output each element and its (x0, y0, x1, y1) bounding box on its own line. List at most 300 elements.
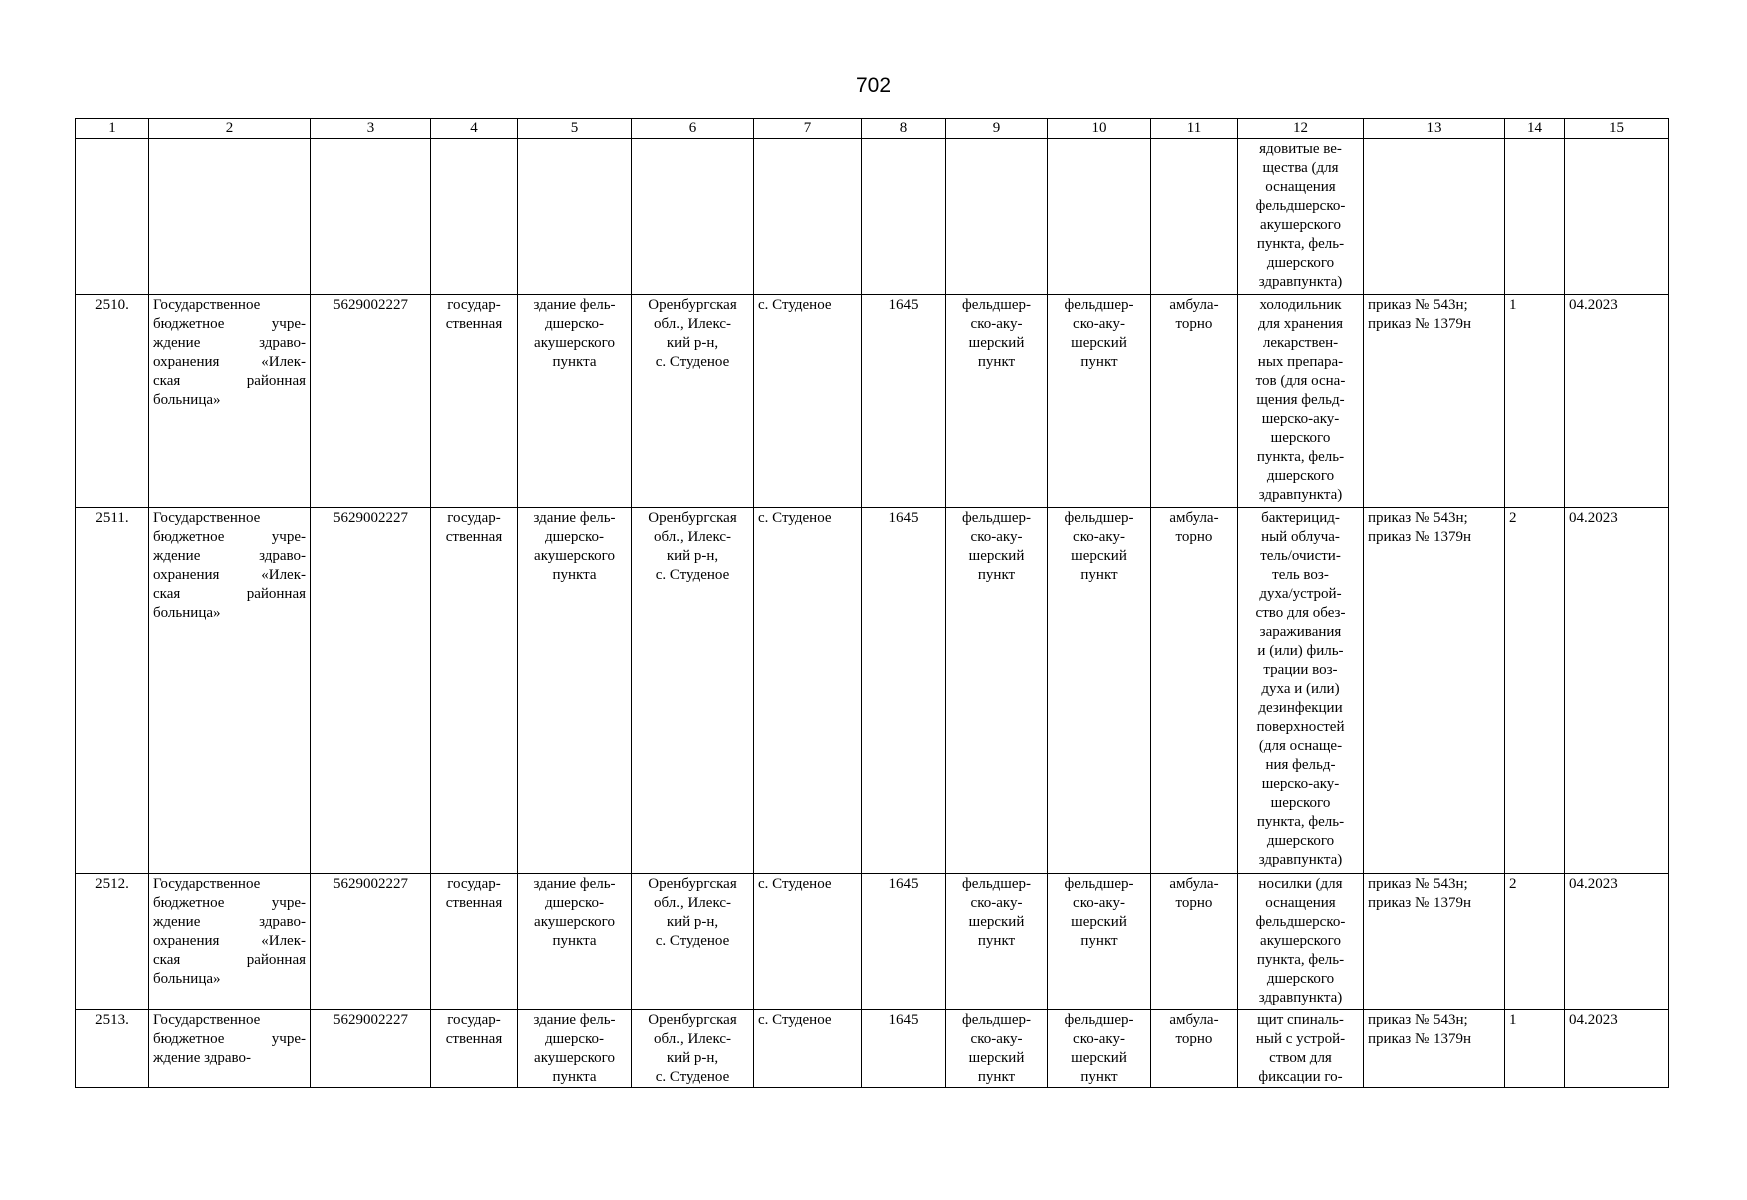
cell-text-line: торно (1175, 529, 1213, 545)
order-cell (1364, 1010, 1505, 1088)
column-number-row (76, 119, 1669, 139)
care-form-cell (1151, 508, 1238, 874)
cell-text-line: дшерского (1266, 971, 1335, 987)
cell-text-line: тель/очисти- (1260, 548, 1341, 564)
locality-cell (754, 139, 862, 295)
cell-text-line: акушерского (1260, 933, 1341, 949)
column-number-header: 8 (862, 119, 946, 139)
cell-text-line: государ- (447, 1012, 501, 1028)
cell-text: 5629002227 (333, 876, 408, 892)
cell-text-line (153, 932, 306, 951)
cell-text-line: шерский (968, 548, 1025, 564)
cell-text-line: дшерского (1266, 255, 1335, 271)
cell-text-line: государ- (447, 510, 501, 526)
cell-text-line: обл., Илекс- (653, 1031, 732, 1047)
unit-type-cell (946, 874, 1048, 1010)
cell-text-line: ско-аку- (970, 316, 1023, 332)
cell-text-line: духа/устрой- (1259, 586, 1342, 602)
cell-text-line (153, 585, 306, 604)
ownership-cell (431, 295, 518, 508)
cell-text-line: пункт (1080, 354, 1118, 370)
care-form-cell (1151, 874, 1238, 1010)
column-number-header: 6 (632, 119, 754, 139)
cell-text-line: приказ № 1379н (1368, 316, 1472, 332)
column-number-header: 12 (1238, 119, 1364, 139)
cell-text: 1645 (888, 1012, 919, 1028)
cell-text-line: акушерского (534, 1050, 615, 1066)
cell-text-line: ядовитые ве- (1259, 141, 1342, 157)
equipment-cell (1238, 295, 1364, 508)
cell-text-line: ством для (1269, 1050, 1332, 1066)
cell-text-line: лекарствен- (1262, 335, 1339, 351)
order-cell (1364, 874, 1505, 1010)
cell-text-line: кий р-н, (666, 548, 719, 564)
subunit-type-cell (1048, 874, 1151, 1010)
cell-text-line: пункта, фель- (1256, 236, 1345, 252)
cell-text-line: щения фельд- (1256, 392, 1345, 408)
word: учре- (271, 895, 306, 911)
word: ская (153, 586, 181, 602)
cell-text: 2 (1509, 876, 1517, 892)
cell-text-line: ственная (445, 895, 503, 911)
cell-text-line: амбула- (1169, 1012, 1219, 1028)
cell-text-line: ско-аку- (1073, 529, 1125, 545)
cell-text-line: ско-аку- (970, 1031, 1023, 1047)
page-number: 702 (855, 74, 892, 97)
cell-text-line: фельдшер- (961, 876, 1032, 892)
cell-text-line (153, 894, 306, 913)
cell-text-line: кий р-н, (666, 1050, 719, 1066)
cell-text-line: шерско-аку- (1261, 411, 1340, 427)
cell-text-line: холодильник (1259, 297, 1342, 313)
registry-body (76, 139, 1669, 1088)
column-number-header: 14 (1505, 119, 1565, 139)
word: районная (246, 586, 306, 602)
cell-text-line: приказ № 543н; (1368, 297, 1468, 313)
cell-text-line: ных препара- (1257, 354, 1344, 370)
cell-text: 2 (1509, 510, 1517, 526)
column-number-header: 1 (76, 119, 149, 139)
cell-text-line: обл., Илекс- (653, 529, 732, 545)
cell-text-line: шерского (1270, 430, 1331, 446)
building-cell (518, 139, 632, 295)
inn-cell (311, 874, 431, 1010)
locality-cell (754, 1010, 862, 1088)
word: бюджетное (153, 529, 225, 545)
cell-text-line: духа и (или) (1261, 681, 1340, 697)
column-number-header: 4 (431, 119, 518, 139)
locality-cell (754, 295, 862, 508)
cell-text-line: трации воз- (1263, 662, 1338, 678)
row-number-cell (76, 508, 149, 874)
word: ждение (153, 335, 201, 351)
table-row (76, 508, 1669, 874)
cell-text-line: шерско-аку- (1261, 776, 1340, 792)
cell-text-line: кий р-н, (666, 914, 719, 930)
word: здраво- (259, 914, 306, 930)
cell-text-line: поверхностей (1256, 719, 1345, 735)
cell-text-line: шерский (1071, 914, 1127, 930)
cell-text-line: пункт (977, 933, 1016, 949)
cell-text-line: ния фельд- (1265, 757, 1336, 773)
cell-text-line: дезинфекции (1258, 700, 1343, 716)
cell-text: 2510. (95, 297, 129, 313)
cell-text: с. Студеное (758, 1012, 832, 1028)
cell-text-line: фельдшер- (1064, 876, 1134, 892)
cell-text-line: ско-аку- (1073, 316, 1125, 332)
cell-text-line: Оренбургская (648, 297, 737, 313)
cell-text-line: пункта (552, 933, 597, 949)
cell-text: 1645 (888, 297, 919, 313)
cell-text-line: пункт (1080, 567, 1118, 583)
unit-type-cell (946, 508, 1048, 874)
column-number-header: 15 (1565, 119, 1669, 139)
inn-cell (311, 295, 431, 508)
column-number-header: 11 (1151, 119, 1238, 139)
cell-text-line: здравпункта) (1258, 487, 1343, 503)
unit-type-cell (946, 139, 1048, 295)
cell-text-line: бактерицид- (1261, 510, 1340, 526)
cell-text-line (153, 315, 306, 334)
word: учре- (271, 529, 306, 545)
cell-text-line: Государственное (153, 1012, 261, 1028)
cell-text-line: зараживания (1259, 624, 1342, 640)
cell-text-line: здание фель- (533, 1012, 616, 1028)
cell-text-line: здание фель- (533, 510, 616, 526)
cell-text: 5629002227 (333, 1012, 408, 1028)
quantity-cell (1505, 1010, 1565, 1088)
cell-text-line: фельдшерско- (1255, 198, 1346, 214)
cell-text-line: здание фель- (533, 876, 616, 892)
word: «Илек- (261, 933, 306, 949)
quantity-cell (1505, 508, 1565, 874)
ownership-cell (431, 1010, 518, 1088)
row-number-cell (76, 139, 149, 295)
cell-text: с. Студеное (758, 510, 832, 526)
cell-text-line (153, 528, 306, 547)
inn-cell (311, 508, 431, 874)
cell-text: 1 (1509, 297, 1517, 313)
care-form-cell (1151, 139, 1238, 295)
cell-text-line: торно (1175, 316, 1213, 332)
cell-text-line: дшерско- (544, 529, 605, 545)
cell-text: 1645 (888, 876, 919, 892)
cell-text-line: торно (1175, 1031, 1213, 1047)
cell-text-line: пункт (977, 354, 1016, 370)
cell-text-line: акушерского (1260, 217, 1341, 233)
organization-cell (149, 295, 311, 508)
cell-text-line: Государственное (153, 297, 261, 313)
locality-cell (754, 874, 862, 1010)
cell-text-line: пункта (552, 567, 597, 583)
cell-text-line: и (или) филь- (1257, 643, 1344, 659)
cell-text-line: фельдшер- (1064, 510, 1134, 526)
code-cell (862, 139, 946, 295)
building-cell (518, 508, 632, 874)
organization-cell (149, 1010, 311, 1088)
cell-text-line: пункт (977, 567, 1016, 583)
building-cell (518, 1010, 632, 1088)
ownership-cell (431, 874, 518, 1010)
column-number-header: 10 (1048, 119, 1151, 139)
cell-text-line: пункта (552, 1069, 597, 1085)
cell-text-line: амбула- (1169, 297, 1219, 313)
cell-text: 04.2023 (1569, 876, 1618, 892)
cell-text-line: ждение здраво- (153, 1050, 252, 1066)
cell-text-line: шерский (968, 335, 1025, 351)
cell-text-line: фельдшер- (1064, 1012, 1134, 1028)
cell-text: 2512. (95, 876, 129, 892)
cell-text-line (153, 951, 306, 970)
word: здраво- (259, 548, 306, 564)
address-cell (632, 139, 754, 295)
cell-text-line: приказ № 1379н (1368, 895, 1472, 911)
cell-text-line: пункта, фель- (1256, 814, 1345, 830)
cell-text-line: амбула- (1169, 876, 1219, 892)
cell-text-line: Государственное (153, 510, 261, 526)
cell-text-line (153, 566, 306, 585)
cell-text-line: дшерско- (544, 316, 605, 332)
cell-text-line: здание фель- (533, 297, 616, 313)
cell-text-line: тель воз- (1272, 567, 1329, 583)
cell-text-line: обл., Илекс- (653, 316, 732, 332)
word: ская (153, 373, 181, 389)
word: бюджетное (153, 1031, 225, 1047)
word: охранения (153, 354, 220, 370)
cell-text-line (153, 547, 306, 566)
cell-text-line: больница» (153, 605, 221, 621)
cell-text-line: носилки (для (1258, 876, 1343, 892)
cell-text-line: акушерского (534, 914, 615, 930)
equipment-cell (1238, 874, 1364, 1010)
cell-text-line: государ- (447, 297, 501, 313)
cell-text-line: пункта (552, 354, 597, 370)
cell-text-line: (для оснаще- (1258, 738, 1343, 754)
organization-cell (149, 139, 311, 295)
cell-text-line: ный облуча- (1261, 529, 1340, 545)
cell-text-line: пункта, фель- (1256, 952, 1345, 968)
column-number-header: 3 (311, 119, 431, 139)
cell-text-line: щит спиналь- (1257, 1012, 1344, 1028)
cell-text-line: дшерско- (544, 895, 605, 911)
table-row (76, 874, 1669, 1010)
row-number-cell (76, 1010, 149, 1088)
ownership-cell (431, 508, 518, 874)
code-cell (862, 295, 946, 508)
care-form-cell (1151, 295, 1238, 508)
order-cell (1364, 508, 1505, 874)
cell-text-line: оснащения (1265, 895, 1336, 911)
cell-text-line: больница» (153, 392, 221, 408)
cell-text-line: амбула- (1169, 510, 1219, 526)
cell-text-line: шерский (1071, 335, 1127, 351)
subunit-type-cell (1048, 1010, 1151, 1088)
cell-text-line (153, 353, 306, 372)
cell-text-line (153, 1030, 306, 1049)
cell-text-line: ственная (445, 1031, 503, 1047)
cell-text-line: ный с устрой- (1255, 1031, 1346, 1047)
address-cell (632, 508, 754, 874)
cell-text-line (153, 372, 306, 391)
cell-text: 1 (1509, 1012, 1517, 1028)
cell-text-line: Оренбургская (648, 510, 737, 526)
cell-text-line: кий р-н, (666, 335, 719, 351)
order-cell (1364, 139, 1505, 295)
column-number-header: 2 (149, 119, 311, 139)
cell-text-line: с. Студеное (655, 1069, 730, 1085)
cell-text-line: оснащения (1265, 179, 1336, 195)
unit-type-cell (946, 1010, 1048, 1088)
cell-text: 1645 (888, 510, 919, 526)
registry-table (75, 118, 1669, 1088)
inn-cell (311, 139, 431, 295)
cell-text-line: с. Студеное (655, 354, 730, 370)
subunit-type-cell (1048, 508, 1151, 874)
cell-text-line: больница» (153, 971, 221, 987)
locality-cell (754, 508, 862, 874)
cell-text-line: пункт (977, 1069, 1016, 1085)
cell-text-line: приказ № 1379н (1368, 529, 1472, 545)
quantity-cell (1505, 874, 1565, 1010)
cell-text-line: приказ № 543н; (1368, 510, 1468, 526)
word: бюджетное (153, 895, 225, 911)
cell-text-line: пункт (1080, 933, 1118, 949)
column-number-header: 13 (1364, 119, 1505, 139)
cell-text-line: ственная (445, 529, 503, 545)
cell-text-line: акушерского (534, 548, 615, 564)
word: районная (246, 952, 306, 968)
cell-text: 2513. (95, 1012, 129, 1028)
cell-text: 5629002227 (333, 297, 408, 313)
cell-text-line: здравпункта) (1258, 852, 1343, 868)
cell-text-line: приказ № 543н; (1368, 876, 1468, 892)
cell-text: 04.2023 (1569, 1012, 1618, 1028)
cell-text-line: шерский (968, 1050, 1025, 1066)
cell-text-line: ско-аку- (970, 895, 1023, 911)
cell-text-line: ско-аку- (1073, 1031, 1125, 1047)
cell-text-line: дшерского (1266, 833, 1335, 849)
equipment-cell (1238, 508, 1364, 874)
cell-text-line: приказ № 543н; (1368, 1012, 1468, 1028)
cell-text-line: акушерского (534, 335, 615, 351)
cell-text-line: пункт (1080, 1069, 1118, 1085)
cell-text-line: с. Студеное (655, 567, 730, 583)
date-cell (1565, 139, 1669, 295)
column-number-header: 9 (946, 119, 1048, 139)
row-number-cell (76, 295, 149, 508)
cell-text-line: шерский (968, 914, 1025, 930)
date-cell (1565, 1010, 1669, 1088)
cell-text: 04.2023 (1569, 297, 1618, 313)
word: районная (246, 373, 306, 389)
word: «Илек- (261, 567, 306, 583)
row-number-cell (76, 874, 149, 1010)
cell-text-line: Оренбургская (648, 1012, 737, 1028)
cell-text-line: обл., Илекс- (653, 895, 732, 911)
cell-text-line: шерский (1071, 548, 1127, 564)
subunit-type-cell (1048, 295, 1151, 508)
word: ская (153, 952, 181, 968)
table-row (76, 139, 1669, 295)
cell-text-line: ство для обез- (1255, 605, 1346, 621)
address-cell (632, 1010, 754, 1088)
cell-text-line: ско-аку- (1073, 895, 1125, 911)
unit-type-cell (946, 295, 1048, 508)
word: учре- (271, 1031, 306, 1047)
date-cell (1565, 874, 1669, 1010)
date-cell (1565, 295, 1669, 508)
cell-text-line: фельдшер- (961, 510, 1032, 526)
cell-text-line: дшерско- (544, 1031, 605, 1047)
cell-text-line: щества (для (1262, 160, 1339, 176)
cell-text-line: здравпункта) (1258, 274, 1343, 290)
quantity-cell (1505, 139, 1565, 295)
cell-text-line (153, 334, 306, 353)
cell-text: с. Студеное (758, 297, 832, 313)
table-row (76, 1010, 1669, 1088)
cell-text-line: фельдшерско- (1255, 914, 1346, 930)
word: здраво- (259, 335, 306, 351)
cell-text-line: тов (для осна- (1255, 373, 1346, 389)
building-cell (518, 874, 632, 1010)
code-cell (862, 1010, 946, 1088)
subunit-type-cell (1048, 139, 1151, 295)
cell-text-line: фельдшер- (961, 297, 1032, 313)
cell-text-line: шерский (1071, 1050, 1127, 1066)
cell-text: 2511. (95, 510, 129, 526)
ownership-cell (431, 139, 518, 295)
cell-text-line: для хранения (1257, 316, 1344, 332)
organization-cell (149, 874, 311, 1010)
cell-text: с. Студеное (758, 876, 832, 892)
word: «Илек- (261, 354, 306, 370)
cell-text-line: государ- (447, 876, 501, 892)
code-cell (862, 508, 946, 874)
equipment-cell (1238, 139, 1364, 295)
cell-text-line: Государственное (153, 876, 261, 892)
cell-text: 5629002227 (333, 510, 408, 526)
cell-text-line: фельдшер- (1064, 297, 1134, 313)
cell-text-line: фельдшер- (961, 1012, 1032, 1028)
address-cell (632, 874, 754, 1010)
cell-text-line: дшерского (1266, 468, 1335, 484)
column-number-header: 7 (754, 119, 862, 139)
word: ждение (153, 914, 201, 930)
cell-text-line: с. Студеное (655, 933, 730, 949)
cell-text-line (153, 913, 306, 932)
care-form-cell (1151, 1010, 1238, 1088)
cell-text-line: здравпункта) (1258, 990, 1343, 1006)
cell-text-line: шерского (1270, 795, 1331, 811)
cell-text-line: ско-аку- (970, 529, 1023, 545)
cell-text-line: приказ № 1379н (1368, 1031, 1472, 1047)
word: охранения (153, 933, 220, 949)
cell-text: 04.2023 (1569, 510, 1618, 526)
word: бюджетное (153, 316, 225, 332)
order-cell (1364, 295, 1505, 508)
cell-text-line: фиксации го- (1258, 1069, 1343, 1085)
cell-text-line: Оренбургская (648, 876, 737, 892)
cell-text-line: торно (1175, 895, 1213, 911)
table-row (76, 295, 1669, 508)
organization-cell (149, 508, 311, 874)
cell-text-line: пункта, фель- (1256, 449, 1345, 465)
quantity-cell (1505, 295, 1565, 508)
address-cell (632, 295, 754, 508)
equipment-cell (1238, 1010, 1364, 1088)
cell-text-line: ственная (445, 316, 503, 332)
code-cell (862, 874, 946, 1010)
